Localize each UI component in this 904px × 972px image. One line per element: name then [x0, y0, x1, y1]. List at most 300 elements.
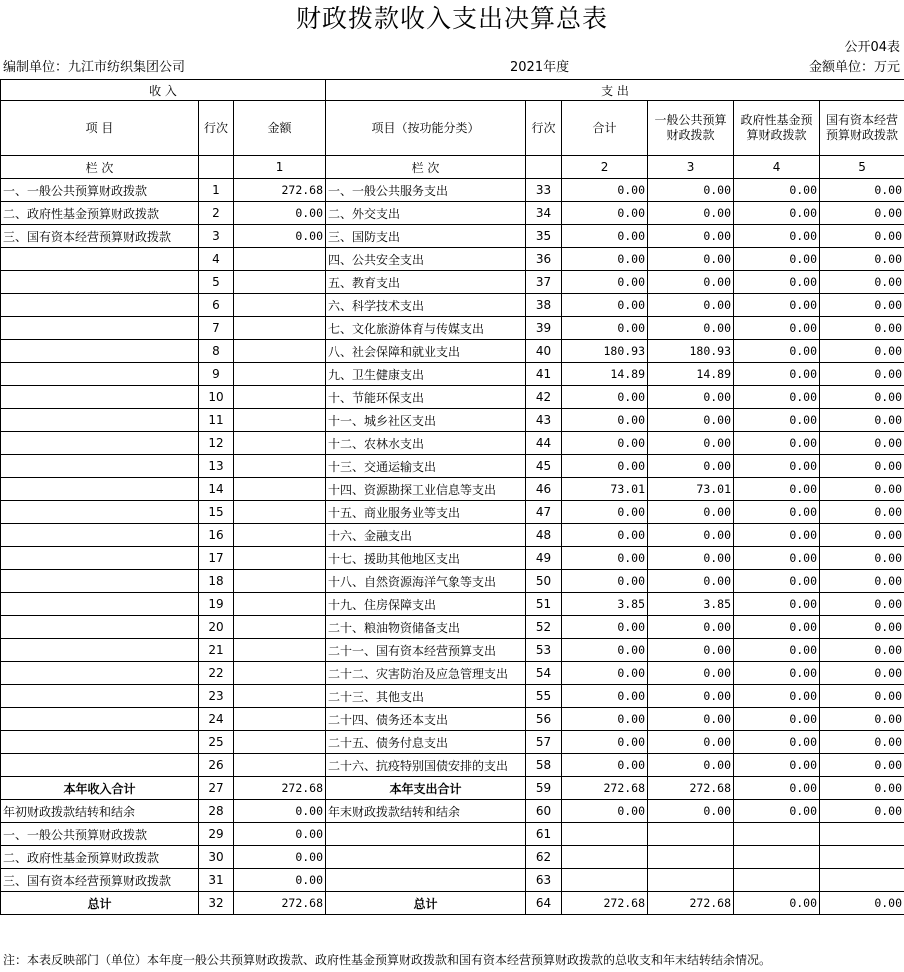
income-item	[1, 754, 199, 777]
expense-state: 0.00	[820, 317, 904, 340]
expense-line: 54	[526, 662, 562, 685]
expense-state: 0.00	[820, 754, 904, 777]
expense-item: 十四、资源勘探工业信息等支出	[326, 478, 526, 501]
income-amount	[234, 501, 326, 524]
income-amount	[234, 639, 326, 662]
table-row	[1, 524, 904, 547]
column-index: 3	[648, 156, 734, 179]
income-line: 27	[199, 777, 234, 800]
table-row	[1, 363, 904, 386]
expense-state: 0.00	[820, 271, 904, 294]
expense-total: 14.89	[562, 363, 648, 386]
expense-line: 41	[526, 363, 562, 386]
expense-state: 0.00	[820, 892, 904, 915]
expense-general: 272.68	[648, 777, 734, 800]
expense-fund	[734, 846, 820, 869]
income-line: 31	[199, 869, 234, 892]
expense-fund: 0.00	[734, 478, 820, 501]
income-line: 15	[199, 501, 234, 524]
expense-line: 53	[526, 639, 562, 662]
income-item: 一、一般公共预算财政拨款	[1, 823, 199, 846]
expense-fund: 0.00	[734, 616, 820, 639]
expense-general: 0.00	[648, 501, 734, 524]
expense-general: 73.01	[648, 478, 734, 501]
column-index	[199, 156, 234, 179]
expense-total: 0.00	[562, 685, 648, 708]
expense-total: 0.00	[562, 271, 648, 294]
expense-item: 二十六、抗疫特别国债安排的支出	[326, 754, 526, 777]
expense-fund: 0.00	[734, 409, 820, 432]
income-line: 14	[199, 478, 234, 501]
expense-fund: 0.00	[734, 386, 820, 409]
expense-total: 0.00	[562, 639, 648, 662]
expense-total: 0.00	[562, 202, 648, 225]
table-row	[1, 869, 904, 892]
expense-line: 42	[526, 386, 562, 409]
expense-item: 一、一般公共服务支出	[326, 179, 526, 202]
table-row	[1, 225, 904, 248]
income-item	[1, 731, 199, 754]
income-line: 4	[199, 248, 234, 271]
expense-general: 0.00	[648, 570, 734, 593]
income-item	[1, 432, 199, 455]
expense-line: 60	[526, 800, 562, 823]
expense-general: 0.00	[648, 202, 734, 225]
income-line: 21	[199, 639, 234, 662]
income-amount	[234, 570, 326, 593]
income-line: 8	[199, 340, 234, 363]
expense-state: 0.00	[820, 547, 904, 570]
table-row	[1, 455, 904, 478]
expense-item: 七、文化旅游体育与传媒支出	[326, 317, 526, 340]
expense-total: 0.00	[562, 616, 648, 639]
expense-fund: 0.00	[734, 248, 820, 271]
expense-general: 0.00	[648, 248, 734, 271]
income-amount	[234, 409, 326, 432]
expense-line: 61	[526, 823, 562, 846]
income-line: 11	[199, 409, 234, 432]
expense-total: 0.00	[562, 800, 648, 823]
expense-line: 36	[526, 248, 562, 271]
income-item: 三、国有资本经营预算财政拨款	[1, 225, 199, 248]
income-amount	[234, 271, 326, 294]
income-item	[1, 593, 199, 616]
expense-item: 本年支出合计	[326, 777, 526, 800]
expense-general: 0.00	[648, 616, 734, 639]
expense-fund: 0.00	[734, 294, 820, 317]
expense-state: 0.00	[820, 501, 904, 524]
income-item: 二、政府性基金预算财政拨款	[1, 202, 199, 225]
expense-item	[326, 869, 526, 892]
expense-total: 0.00	[562, 455, 648, 478]
expense-state: 0.00	[820, 248, 904, 271]
expense-line: 38	[526, 294, 562, 317]
expense-item: 十七、援助其他地区支出	[326, 547, 526, 570]
expense-line: 37	[526, 271, 562, 294]
expense-total: 0.00	[562, 386, 648, 409]
expense-general: 0.00	[648, 225, 734, 248]
table-row	[1, 800, 904, 823]
expense-general: 0.00	[648, 754, 734, 777]
table-row	[1, 432, 904, 455]
expense-fund: 0.00	[734, 547, 820, 570]
expense-total	[562, 869, 648, 892]
income-item	[1, 271, 199, 294]
expense-fund: 0.00	[734, 501, 820, 524]
expense-total: 0.00	[562, 731, 648, 754]
expense-state	[820, 823, 904, 846]
expense-fund: 0.00	[734, 271, 820, 294]
expense-general: 0.00	[648, 179, 734, 202]
expense-state: 0.00	[820, 202, 904, 225]
expense-total: 180.93	[562, 340, 648, 363]
expense-general: 272.68	[648, 892, 734, 915]
table-row	[1, 616, 904, 639]
expense-line: 50	[526, 570, 562, 593]
income-line: 7	[199, 317, 234, 340]
expense-line: 51	[526, 593, 562, 616]
table-row	[1, 386, 904, 409]
table-row	[1, 570, 904, 593]
expense-line: 48	[526, 524, 562, 547]
income-item	[1, 248, 199, 271]
amount-header: 金额	[234, 101, 326, 156]
expense-item: 二、外交支出	[326, 202, 526, 225]
expense-total: 0.00	[562, 179, 648, 202]
expense-item: 十六、金融支出	[326, 524, 526, 547]
income-item: 本年收入合计	[1, 777, 199, 800]
expense-state: 0.00	[820, 708, 904, 731]
column-index: 4	[734, 156, 820, 179]
income-line: 18	[199, 570, 234, 593]
income-item	[1, 363, 199, 386]
expense-state: 0.00	[820, 593, 904, 616]
expense-general: 180.93	[648, 340, 734, 363]
expense-line: 46	[526, 478, 562, 501]
expense-item: 六、科学技术支出	[326, 294, 526, 317]
expense-state: 0.00	[820, 225, 904, 248]
income-line: 25	[199, 731, 234, 754]
expense-line: 47	[526, 501, 562, 524]
table-row	[1, 685, 904, 708]
table-row	[1, 340, 904, 363]
expense-line: 33	[526, 179, 562, 202]
income-amount	[234, 455, 326, 478]
expense-total: 0.00	[562, 294, 648, 317]
income-item	[1, 455, 199, 478]
income-amount	[234, 386, 326, 409]
income-item: 三、国有资本经营预算财政拨款	[1, 869, 199, 892]
expense-total: 0.00	[562, 501, 648, 524]
expense-fund	[734, 869, 820, 892]
expense-general: 0.00	[648, 294, 734, 317]
expense-total: 0.00	[562, 409, 648, 432]
expense-fund: 0.00	[734, 777, 820, 800]
expense-fund	[734, 823, 820, 846]
table-row	[1, 409, 904, 432]
expense-total: 272.68	[562, 892, 648, 915]
expense-item: 年末财政拨款结转和结余	[326, 800, 526, 823]
income-item	[1, 501, 199, 524]
income-line: 24	[199, 708, 234, 731]
table-row	[1, 708, 904, 731]
expense-total: 0.00	[562, 432, 648, 455]
expense-state: 0.00	[820, 179, 904, 202]
income-header: 收 入	[1, 80, 326, 101]
income-amount	[234, 731, 326, 754]
line-header: 行次	[526, 101, 562, 156]
column-label: 栏 次	[326, 156, 526, 179]
expense-fund: 0.00	[734, 662, 820, 685]
income-line: 23	[199, 685, 234, 708]
income-amount	[234, 340, 326, 363]
income-amount: 272.68	[234, 892, 326, 915]
expense-fund: 0.00	[734, 892, 820, 915]
income-line: 1	[199, 179, 234, 202]
table-row	[1, 271, 904, 294]
expense-state: 0.00	[820, 616, 904, 639]
expense-total: 0.00	[562, 662, 648, 685]
expense-fund: 0.00	[734, 202, 820, 225]
expense-item: 九、卫生健康支出	[326, 363, 526, 386]
expense-general: 3.85	[648, 593, 734, 616]
table-row	[1, 501, 904, 524]
expense-general	[648, 823, 734, 846]
expense-state: 0.00	[820, 478, 904, 501]
income-line: 9	[199, 363, 234, 386]
income-amount: 0.00	[234, 800, 326, 823]
expense-item: 十八、自然资源海洋气象等支出	[326, 570, 526, 593]
expense-item: 十一、城乡社区支出	[326, 409, 526, 432]
income-amount	[234, 685, 326, 708]
income-line: 32	[199, 892, 234, 915]
income-amount: 272.68	[234, 179, 326, 202]
expense-item: 十五、商业服务业等支出	[326, 501, 526, 524]
income-amount: 0.00	[234, 869, 326, 892]
income-item	[1, 616, 199, 639]
income-amount: 0.00	[234, 225, 326, 248]
expense-line: 56	[526, 708, 562, 731]
income-amount	[234, 363, 326, 386]
expense-line: 52	[526, 616, 562, 639]
expense-total: 0.00	[562, 570, 648, 593]
income-item	[1, 524, 199, 547]
expense-state: 0.00	[820, 363, 904, 386]
table-row	[1, 892, 904, 915]
expense-general: 0.00	[648, 639, 734, 662]
report-title: 财政拨款收入支出决算总表	[295, 4, 608, 33]
expense-item: 三、国防支出	[326, 225, 526, 248]
expense-item: 二十、粮油物资储备支出	[326, 616, 526, 639]
income-item: 总计	[1, 892, 199, 915]
total-header: 合计	[562, 101, 648, 156]
income-line: 5	[199, 271, 234, 294]
expense-fund: 0.00	[734, 570, 820, 593]
expense-state: 0.00	[820, 524, 904, 547]
table-row	[1, 846, 904, 869]
expense-total: 0.00	[562, 225, 648, 248]
income-item	[1, 662, 199, 685]
table-row	[1, 754, 904, 777]
income-amount	[234, 662, 326, 685]
expense-state: 0.00	[820, 685, 904, 708]
table-row	[1, 478, 904, 501]
expense-general: 0.00	[648, 455, 734, 478]
income-amount: 0.00	[234, 846, 326, 869]
fiscal-year: 2021年度	[510, 60, 570, 75]
expense-total: 73.01	[562, 478, 648, 501]
expense-item	[326, 846, 526, 869]
table-row	[1, 294, 904, 317]
table-row	[1, 662, 904, 685]
expense-general: 14.89	[648, 363, 734, 386]
income-amount	[234, 754, 326, 777]
expense-line: 39	[526, 317, 562, 340]
expense-line: 34	[526, 202, 562, 225]
expense-total: 0.00	[562, 708, 648, 731]
expense-fund: 0.00	[734, 455, 820, 478]
expense-fund: 0.00	[734, 593, 820, 616]
table-row	[1, 248, 904, 271]
finance-table	[0, 79, 904, 915]
expense-fund: 0.00	[734, 800, 820, 823]
table-row	[1, 823, 904, 846]
expense-total: 0.00	[562, 248, 648, 271]
expense-line: 62	[526, 846, 562, 869]
column-index: 1	[234, 156, 326, 179]
expense-line: 45	[526, 455, 562, 478]
expense-item: 二十二、灾害防治及应急管理支出	[326, 662, 526, 685]
expense-fund: 0.00	[734, 363, 820, 386]
expense-general: 0.00	[648, 386, 734, 409]
income-amount	[234, 248, 326, 271]
expense-fund: 0.00	[734, 524, 820, 547]
expense-item: 四、公共安全支出	[326, 248, 526, 271]
expense-fund: 0.00	[734, 225, 820, 248]
expense-state	[820, 869, 904, 892]
expense-total	[562, 823, 648, 846]
expense-general: 0.00	[648, 271, 734, 294]
table-row	[1, 202, 904, 225]
expense-line: 64	[526, 892, 562, 915]
general-budget-header: 一般公共预算财政拨款	[648, 101, 734, 156]
line-header: 行次	[199, 101, 234, 156]
expense-general: 0.00	[648, 547, 734, 570]
income-line: 28	[199, 800, 234, 823]
expense-item: 总计	[326, 892, 526, 915]
income-item	[1, 340, 199, 363]
expense-line: 43	[526, 409, 562, 432]
column-index: 2	[562, 156, 648, 179]
fund-budget-header: 政府性基金预算财政拨款	[734, 101, 820, 156]
expense-total: 3.85	[562, 593, 648, 616]
item-header: 项 目	[1, 101, 199, 156]
income-amount: 0.00	[234, 823, 326, 846]
expense-general	[648, 869, 734, 892]
table-row	[1, 639, 904, 662]
expense-line: 44	[526, 432, 562, 455]
income-line: 22	[199, 662, 234, 685]
expense-state: 0.00	[820, 455, 904, 478]
expense-general: 0.00	[648, 409, 734, 432]
expense-line: 40	[526, 340, 562, 363]
income-line: 13	[199, 455, 234, 478]
income-amount	[234, 708, 326, 731]
expense-header: 支 出	[326, 80, 904, 101]
expense-item: 十二、农林水支出	[326, 432, 526, 455]
expense-line: 35	[526, 225, 562, 248]
state-capital-header: 国有资本经营预算财政拨款	[820, 101, 904, 156]
income-amount	[234, 317, 326, 340]
expense-general: 0.00	[648, 662, 734, 685]
income-item	[1, 478, 199, 501]
income-amount	[234, 432, 326, 455]
expense-line: 57	[526, 731, 562, 754]
column-index	[526, 156, 562, 179]
expense-item: 二十四、债务还本支出	[326, 708, 526, 731]
expense-total: 0.00	[562, 754, 648, 777]
table-row	[1, 179, 904, 202]
income-amount: 0.00	[234, 202, 326, 225]
income-line: 10	[199, 386, 234, 409]
expense-state: 0.00	[820, 409, 904, 432]
expense-item: 五、教育支出	[326, 271, 526, 294]
expense-total	[562, 846, 648, 869]
expense-general: 0.00	[648, 731, 734, 754]
table-row	[1, 593, 904, 616]
income-line: 26	[199, 754, 234, 777]
income-line: 6	[199, 294, 234, 317]
expense-state: 0.00	[820, 340, 904, 363]
footnote: 注：本表反映部门（单位）本年度一般公共预算财政拨款、政府性基金预算财政拨款和国有资本经营预算财政拨款的总收支和年末结转结余情况。	[3, 953, 772, 967]
income-line: 16	[199, 524, 234, 547]
expense-state: 0.00	[820, 386, 904, 409]
column-label: 栏 次	[1, 156, 199, 179]
expense-state: 0.00	[820, 570, 904, 593]
expense-fund: 0.00	[734, 708, 820, 731]
income-amount	[234, 478, 326, 501]
income-amount: 272.68	[234, 777, 326, 800]
expense-item: 二十一、国有资本经营预算支出	[326, 639, 526, 662]
expense-general: 0.00	[648, 708, 734, 731]
expense-line: 59	[526, 777, 562, 800]
expense-line: 55	[526, 685, 562, 708]
expense-item: 十、节能环保支出	[326, 386, 526, 409]
expense-total: 272.68	[562, 777, 648, 800]
income-amount	[234, 547, 326, 570]
table-row	[1, 731, 904, 754]
expense-general: 0.00	[648, 800, 734, 823]
income-line: 20	[199, 616, 234, 639]
expense-fund: 0.00	[734, 317, 820, 340]
table-row	[1, 317, 904, 340]
expense-state: 0.00	[820, 731, 904, 754]
income-amount	[234, 524, 326, 547]
income-item	[1, 386, 199, 409]
expense-state	[820, 846, 904, 869]
income-item: 年初财政拨款结转和结余	[1, 800, 199, 823]
income-line: 29	[199, 823, 234, 846]
income-item	[1, 547, 199, 570]
expense-total: 0.00	[562, 317, 648, 340]
income-item	[1, 317, 199, 340]
expense-fund: 0.00	[734, 754, 820, 777]
expense-state: 0.00	[820, 639, 904, 662]
expense-total: 0.00	[562, 547, 648, 570]
income-item	[1, 639, 199, 662]
organization: 编制单位：九江市纺织集团公司	[3, 60, 186, 75]
expense-general	[648, 846, 734, 869]
